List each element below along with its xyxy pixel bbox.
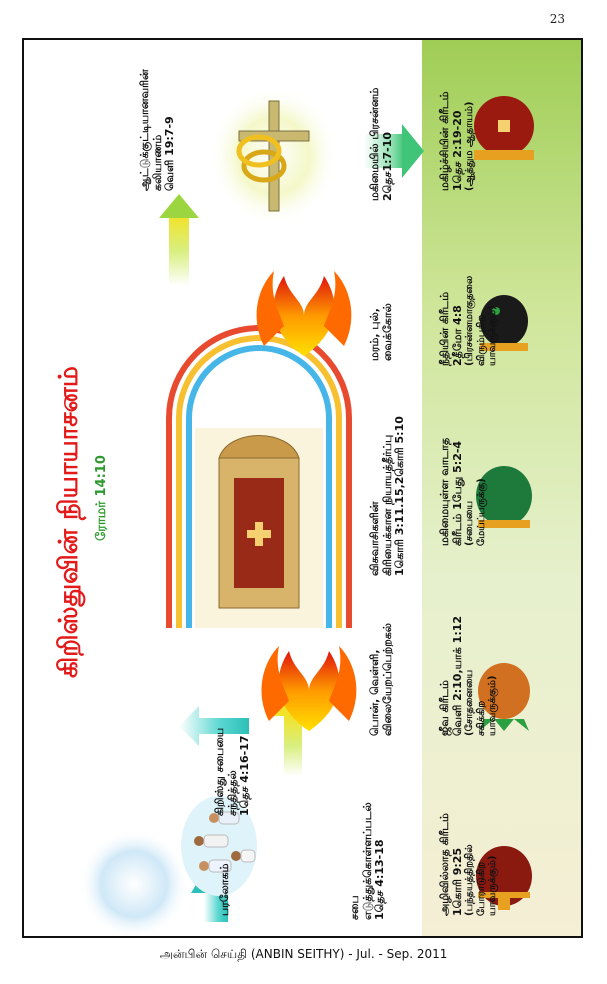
rapture-label: சபை எடுத்துக்கொள்ளப்படல் 1தெச 4:13-18 xyxy=(348,802,387,920)
meet-label: கிறிஸ்து சபையை சந்தித்தல் 1தெச 4:16-17 xyxy=(213,727,252,816)
footer-text: அன்பின் செய்தி (ANBIN SEITHY) - Jul. - Sep. 2011 xyxy=(159,947,448,961)
diagram-title: கிறிஸ்துவின் நியாயாசனம் xyxy=(54,366,84,678)
crown-3-label: மகிமையுள்ள வாடாத கிரீடம் 1பேது 5:2-4 (சபையை மேய்ப்பருக்கு) xyxy=(438,437,487,546)
diagram-stage xyxy=(24,40,581,936)
flame-icon xyxy=(257,271,352,356)
gold-silver-label: பொன், வெள்ளி, விலையேறப்பெற்றகல் xyxy=(368,623,394,736)
wood-label: மரம், புல், வைக்கோல் xyxy=(368,303,394,361)
diagram-subtitle: ரோமர் 14:10 xyxy=(94,455,109,541)
graphics-layer xyxy=(24,40,581,936)
diagram-frame xyxy=(22,38,583,938)
cross-rings-icon xyxy=(209,86,339,226)
page-number: 23 xyxy=(549,12,565,26)
crown-5-label: மகிழ்ச்சியின் கிரீடம் 1தெச 2:19-20 (ஆத்தும ஆதாயம்) xyxy=(438,91,476,191)
crown-of-rejoicing-icon xyxy=(474,96,534,160)
heaven-label: பரலோகம் xyxy=(218,863,231,916)
judgment-seat-icon xyxy=(169,328,349,628)
crown-1-label: அழிவில்லாத கிரீடம் 1கொரி 9:25 (பந்தயத்திறதில் போராடுகிற யாவருக்கும்) xyxy=(438,813,499,916)
flame-icon xyxy=(262,646,357,731)
heaven-cloud-icon xyxy=(79,829,189,936)
lamb-marriage-label: ஆட்டுக்குட்டியானவரின் கலியாணம் வெளி 19:7-9 xyxy=(138,69,177,191)
crown-2-label: ஜீவ கிரீடம் வெளி 2:10,யாக் 1:12 (சோதனையை சகிக்கிற யாவருக்கும்) xyxy=(438,615,499,736)
judgment-label: விசுவாசிகளின் கிரியைக்கான நியாயத்தீர்ப்பு 1கொரி 3:11.15,2கொரி 5:10 xyxy=(368,416,407,576)
crown-4-label: நீதியின் கிரீடம் 2தீமோ 4:8 (பிரசன்னமாகுதலை விரும்புகிற யாவருக்கும்) xyxy=(438,275,499,366)
wedding-feast-label: மகிமையில் பிரசன்னம் 2தெச1:7-10 xyxy=(368,87,394,201)
green-arrow-icon xyxy=(159,194,199,286)
